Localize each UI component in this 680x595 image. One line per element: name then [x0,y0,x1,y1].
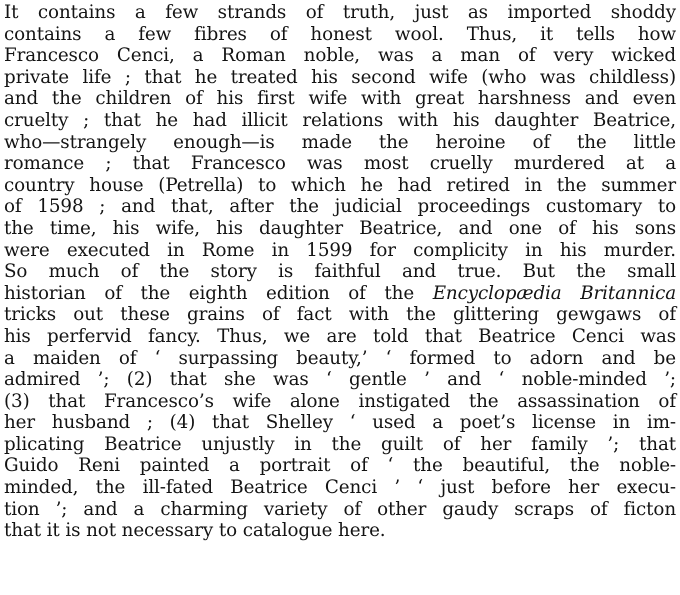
text-line-with-italic-title [4,283,676,305]
text-line: (3) that Francesco’s wife alone instigated the assassination of [4,390,676,412]
text-line: her husband ; (4) that Shelley ‘ used a poet’s license in im- [4,412,676,434]
text-segment: historian of the eighth edition of the [4,282,433,304]
text-line: country house (Petrella) to which he had retired in the summer [4,174,676,196]
text-line: were executed in Rome in 1599 for complicity in his murder. [4,239,676,261]
text-line: romance ; that Francesco was most cruelly murdered at a [4,153,676,175]
text-line: cruelty ; that he had illicit relations with his daughter Beatrice, [4,109,676,131]
italic-book-title: Encyclopædia Britannica [432,282,677,304]
text-line-last: that it is not necessary to catalogue here. [4,520,386,542]
text-line: tion ’; and a charming variety of other gaudy scraps of ficton [4,498,676,520]
text-line: a maiden of ‘ surpassing beauty,’ ‘ formed to adorn and be [4,347,676,369]
text-line: So much of the story is faithful and true. But the small [4,261,676,283]
text-line: of 1598 ; and that, after the judicial proceedings customary to [4,196,676,218]
text-line: minded, the ill-fated Beatrice Cenci ’ ‘ just before her execu- [4,477,676,499]
text-line: private life ; that he treated his second wife (who was childless) [4,66,676,88]
text-line: Francesco Cenci, a Roman noble, was a man of very wicked [4,45,676,67]
text-line: his perfervid fancy. Thus, we are told that Beatrice Cenci was [4,325,676,347]
text-line: tricks out these grains of fact with the glittering gewgaws of [4,304,676,326]
text-line: who—strangely enough—is made the heroine of the little [4,131,676,153]
text-line: contains a few fibres of honest wool. Thus, it tells how [4,23,676,45]
text-line: the time, his wife, his daughter Beatrice, and one of his sons [4,217,676,239]
text-line: Guido Reni painted a portrait of ‘ the beautiful, the noble- [4,455,676,477]
text-line: and the children of his first wife with great harshness and even [4,88,676,110]
text-line: It contains a few strands of truth, just as imported shoddy [4,2,676,23]
text-line: plicating Beatrice unjustly in the guilt of her family ’; that [4,433,676,455]
text-line: admired ’; (2) that she was ‘ gentle ’ and ‘ noble-minded ’; [4,369,676,391]
